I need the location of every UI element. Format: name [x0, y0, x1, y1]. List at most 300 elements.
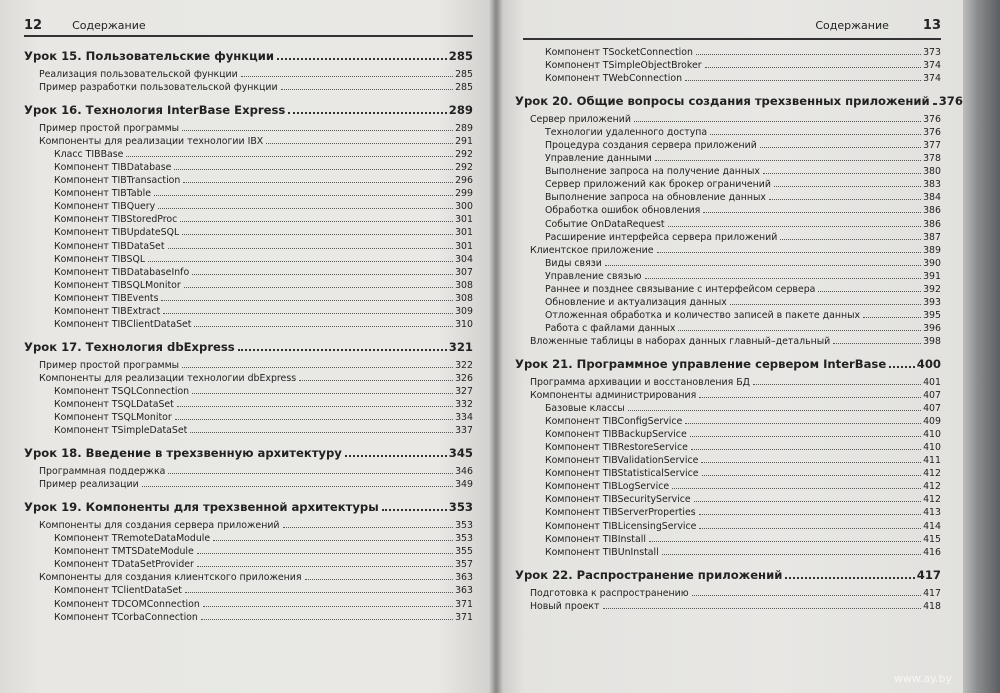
toc-entry-title: Сервер приложений	[530, 114, 631, 126]
toc-entry	[24, 174, 473, 187]
dot-leader	[701, 462, 921, 463]
toc-entry-title: Компонент TIBUpdateSQL	[54, 227, 180, 239]
toc-entry-page: 407	[923, 403, 941, 415]
toc-entry	[24, 292, 473, 305]
dot-leader	[645, 278, 922, 279]
toc-entry-page: 389	[923, 244, 941, 256]
toc-entry-page: 386	[923, 218, 941, 230]
toc-entry-page: 383	[923, 179, 941, 191]
dot-leader	[863, 317, 921, 318]
toc-entry-title: Компонент TIBServerProperties	[545, 507, 696, 519]
toc-entry-page: 301	[455, 240, 473, 252]
toc-entry	[515, 402, 941, 415]
toc-entry-page: 355	[455, 546, 473, 558]
toc-entry	[515, 520, 941, 533]
toc-entry-title: Компонент TRemoteDataModule	[54, 533, 211, 545]
toc-entry	[24, 359, 473, 372]
toc-entry-title: Компонент TDCOMConnection	[54, 598, 200, 610]
dot-leader	[833, 343, 921, 344]
toc-entry-page: 308	[455, 292, 473, 304]
toc-entry-page: 345	[448, 446, 473, 461]
toc-entry	[24, 81, 473, 94]
toc-entry-title: Выполнение запроса на получение данных	[545, 166, 760, 178]
dot-leader	[305, 579, 454, 580]
toc-entry-title: Компонент TIBClientDataSet	[54, 318, 192, 330]
dot-leader	[197, 566, 453, 567]
toc-entry	[515, 113, 941, 126]
toc-entry	[515, 493, 941, 506]
dot-leader	[177, 406, 453, 407]
toc-entry-title: Управление данными	[545, 153, 652, 165]
toc-entry-page: 377	[923, 140, 941, 152]
dot-leader	[690, 436, 921, 437]
toc-entry-title: Компонент TIBValidationService	[545, 455, 699, 467]
dot-leader	[201, 619, 453, 620]
toc-entry-title: Компонент TCorbaConnection	[54, 611, 198, 623]
toc-lesson-heading	[24, 103, 473, 118]
header-rule	[523, 38, 941, 40]
toc-entry-title: Компонент TIBSQL	[54, 253, 146, 265]
dot-leader	[774, 186, 921, 187]
toc-entry	[24, 148, 473, 161]
header-title: Содержание	[815, 19, 889, 32]
toc-entry-page: 326	[455, 372, 473, 384]
toc-entry-page: 296	[455, 175, 473, 187]
toc-entry	[24, 558, 473, 571]
toc-entry	[515, 165, 941, 178]
toc-entry-page: 321	[448, 339, 473, 354]
book-spine-shadow	[489, 0, 503, 693]
toc-entry	[515, 546, 941, 559]
toc-entry-page: 380	[923, 166, 941, 178]
toc-entry-page: 292	[455, 162, 473, 174]
toc-entry-title: Пример простой программы	[39, 359, 180, 371]
toc-entry-page: 357	[455, 559, 473, 571]
toc-entry-title: Событие OnDataRequest	[545, 218, 665, 230]
toc-entry	[24, 519, 473, 532]
dot-leader	[238, 349, 447, 351]
dot-leader	[154, 195, 453, 196]
toc-entry	[515, 126, 941, 139]
dot-leader	[703, 212, 921, 213]
toc-entry-title: Класс TIBBase	[54, 149, 124, 161]
toc-entry	[515, 322, 941, 335]
toc-entry-page: 395	[923, 309, 941, 321]
toc-entry-page: 301	[455, 214, 473, 226]
toc-entry-title: Компонент TIBDatabaseInfo	[54, 266, 190, 278]
toc-entry-page: 349	[455, 479, 473, 491]
dot-leader	[605, 265, 921, 266]
toc-entry-title: Урок 21. Программное управление сервером InterBase	[515, 356, 887, 371]
toc-entry	[515, 480, 941, 493]
dot-leader	[174, 169, 453, 170]
toc-entry-title: Пример разработки пользовательской функции	[39, 82, 278, 94]
toc-entry-page: 309	[455, 305, 473, 317]
toc-entry	[24, 411, 473, 424]
toc-entry	[24, 571, 473, 584]
toc-entry	[24, 226, 473, 239]
toc-entry-title: Сервер приложений как брокер ограничений	[545, 179, 771, 191]
dot-leader	[668, 226, 922, 227]
toc-entry-page: 415	[923, 533, 941, 545]
toc-entry	[515, 139, 941, 152]
header-title: Содержание	[72, 19, 146, 32]
dot-leader	[185, 592, 453, 593]
toc-entry	[24, 161, 473, 174]
toc-entry	[515, 309, 941, 322]
toc-entry-title: Пример реализации	[39, 479, 139, 491]
toc-entry-title: Расширение интерфейса сервера приложений	[545, 231, 778, 243]
toc-entry-page: 410	[923, 442, 941, 454]
toc-entry	[515, 428, 941, 441]
dot-leader	[184, 287, 453, 288]
toc-entry-title: Компонент TIBInstall	[545, 533, 646, 545]
toc-entry-title: Клиентское приложение	[530, 244, 654, 256]
toc-entry-page: 374	[923, 60, 941, 72]
left-page	[0, 0, 497, 693]
toc-entry	[24, 240, 473, 253]
toc-entry-page: 410	[923, 429, 941, 441]
dot-leader	[933, 103, 937, 105]
dot-leader	[182, 234, 453, 235]
toc-entry-page: 391	[923, 270, 941, 282]
toc-entry-page: 384	[923, 192, 941, 204]
toc-entry	[24, 385, 473, 398]
dot-leader	[180, 221, 453, 222]
dot-leader	[763, 173, 921, 174]
toc-entry	[24, 135, 473, 148]
toc-entry	[515, 283, 941, 296]
toc-entry-title: Компонент TDataSetProvider	[54, 559, 194, 571]
toc-entry	[515, 270, 941, 283]
dot-leader	[190, 432, 453, 433]
toc-entry-title: Отложенная обработка и количество записей в пакете данных	[545, 309, 861, 321]
dot-leader	[281, 89, 453, 90]
dot-leader	[283, 527, 454, 528]
toc-entry-title: Компонент TIBStoredProc	[54, 214, 178, 226]
dot-leader	[692, 595, 921, 596]
toc-entry-title: Компонент TSQLMonitor	[54, 412, 172, 424]
toc-entry-page: 300	[455, 201, 473, 213]
toc-entry-title: Компоненты для реализации технологии dbExpress	[39, 372, 297, 384]
dot-leader	[126, 156, 453, 157]
toc-entry-page: 373	[923, 47, 941, 58]
toc-list-right	[515, 46, 963, 613]
toc-entry-page: 291	[455, 136, 473, 148]
toc-entry	[24, 200, 473, 213]
toc-entry-page: 398	[923, 335, 941, 347]
toc-entry-page: 285	[455, 69, 473, 80]
toc-entry	[515, 152, 941, 165]
toc-entry	[24, 424, 473, 437]
toc-entry	[515, 600, 941, 613]
dot-leader	[161, 300, 453, 301]
toc-entry	[24, 598, 473, 611]
toc-entry-title: Подготовка к распространению	[530, 587, 689, 599]
dot-leader	[168, 248, 454, 249]
toc-entry-title: Компонент TSocketConnection	[545, 47, 693, 58]
toc-entry-page: 392	[923, 283, 941, 295]
toc-entry-title: Компонент TSimpleDataSet	[54, 425, 188, 437]
dot-leader	[192, 274, 453, 275]
dot-leader	[705, 67, 921, 68]
toc-entry	[515, 441, 941, 454]
toc-entry-page: 289	[455, 123, 473, 135]
dot-leader	[288, 112, 447, 114]
toc-entry-page: 412	[923, 481, 941, 493]
toc-entry	[515, 59, 941, 72]
toc-entry-page: 407	[923, 390, 941, 402]
dot-leader	[634, 121, 921, 122]
toc-entry-page: 285	[455, 82, 473, 94]
toc-entry-page: 332	[455, 398, 473, 410]
toc-lesson-heading	[24, 500, 473, 515]
toc-entry-title: Управление связью	[545, 270, 642, 282]
toc-entry-page: 308	[455, 279, 473, 291]
dot-leader	[699, 528, 921, 529]
dot-leader	[175, 419, 453, 420]
toc-entry-page: 346	[455, 466, 473, 478]
toc-entry-page: 334	[455, 412, 473, 424]
toc-entry	[515, 244, 941, 257]
dot-leader	[628, 410, 921, 411]
toc-entry-page: 363	[455, 572, 473, 584]
toc-entry-title: Новый проект	[530, 600, 600, 612]
toc-entry-page: 376	[923, 114, 941, 126]
toc-entry-page: 363	[455, 585, 473, 597]
dot-leader	[168, 473, 453, 474]
toc-entry-title: Компонент TIBConfigService	[545, 416, 683, 428]
dot-leader	[889, 366, 915, 368]
dot-leader	[699, 397, 921, 398]
toc-entry-page: 371	[455, 598, 473, 610]
toc-entry-page: 304	[455, 253, 473, 265]
dot-leader	[649, 541, 921, 542]
toc-entry-title: Обработка ошибок обновления	[545, 205, 701, 217]
toc-entry	[24, 611, 473, 624]
toc-entry-title: Компоненты для реализации технологии IBX	[39, 136, 264, 148]
toc-entry-title: Технологии удаленного доступа	[545, 127, 708, 139]
dot-leader	[183, 182, 453, 183]
toc-lesson-heading	[24, 340, 473, 355]
toc-entry-title: Виды связи	[545, 257, 602, 269]
toc-entry	[24, 68, 473, 81]
toc-lesson-heading	[515, 568, 941, 583]
toc-entry-page: 416	[923, 546, 941, 558]
toc-entry-title: Урок 20. Общие вопросы создания трехзвенных приложений	[515, 94, 930, 109]
toc-entry-page: 337	[455, 425, 473, 437]
toc-entry-title: Компонент TIBExtract	[54, 305, 161, 317]
toc-entry	[515, 587, 941, 600]
dot-leader	[203, 606, 453, 607]
toc-entry-page: 301	[455, 227, 473, 239]
toc-entry-title: Пример простой программы	[39, 123, 180, 135]
toc-entry-page: 417	[923, 587, 941, 599]
toc-entry-title: Компонент TWebConnection	[545, 73, 683, 85]
toc-entry-page: 289	[448, 103, 473, 118]
right-page-header	[515, 18, 941, 34]
toc-entry	[24, 372, 473, 385]
toc-entry-page: 413	[923, 507, 941, 519]
toc-entry	[515, 231, 941, 244]
toc-entry-title: Урок 15. Пользовательские функции	[24, 49, 274, 63]
toc-entry-title: Компонент TIBUnInstall	[545, 546, 659, 558]
dot-leader	[699, 514, 921, 515]
toc-entry-title: Базовые классы	[545, 403, 625, 415]
dot-leader	[299, 380, 453, 381]
dot-leader	[753, 384, 921, 385]
dot-leader	[702, 475, 922, 476]
toc-entry-page: 412	[923, 494, 941, 506]
dot-leader	[662, 554, 921, 555]
toc-entry-title: Компоненты администрирования	[530, 390, 697, 402]
toc-entry-title: Компонент TSimpleObjectBroker	[545, 60, 702, 72]
toc-entry-title: Вложенные таблицы в наборах данных главный–детальный	[530, 335, 831, 347]
dot-leader	[277, 58, 447, 60]
toc-entry-page: 376	[938, 94, 963, 109]
dot-leader	[163, 313, 453, 314]
toc-entry-page: 401	[923, 376, 941, 388]
toc-entry-title: Урок 19. Компоненты для трехзвенной архитектуры	[24, 500, 379, 515]
dot-leader	[266, 143, 453, 144]
toc-entry	[515, 204, 941, 217]
toc-entry	[515, 415, 941, 428]
toc-entry	[24, 398, 473, 411]
toc-entry	[24, 266, 473, 279]
toc-entry-page: 387	[923, 231, 941, 243]
dot-leader	[182, 367, 453, 368]
toc-entry	[515, 389, 941, 402]
toc-entry-title: Компонент TIBEvents	[54, 292, 159, 304]
toc-entry-page: 417	[916, 567, 941, 582]
toc-entry	[515, 178, 941, 191]
dot-leader	[148, 261, 453, 262]
toc-entry-title: Компоненты для создания клиентского приложения	[39, 572, 302, 584]
toc-lesson-heading	[24, 446, 473, 461]
toc-entry-title: Компонент TSQLDataSet	[54, 398, 174, 410]
page-number: 13	[922, 18, 941, 33]
toc-entry-title: Урок 22. Распространение приложений	[515, 567, 783, 582]
toc-entry-page: 327	[455, 385, 473, 397]
dot-leader	[192, 393, 453, 394]
dot-leader	[213, 540, 453, 541]
toc-entry-page: 310	[455, 318, 473, 330]
toc-entry-title: Урок 16. Технология InterBase Express	[24, 103, 286, 118]
toc-entry-page: 393	[923, 296, 941, 308]
left-page-header	[24, 18, 473, 37]
toc-entry	[515, 72, 941, 85]
dot-leader	[785, 577, 914, 579]
toc-entry-page: 414	[923, 520, 941, 532]
toc-entry-page: 386	[923, 205, 941, 217]
toc-entry	[24, 279, 473, 292]
toc-entry-page: 307	[455, 266, 473, 278]
toc-entry-title: Компонент TIBQuery	[54, 201, 156, 213]
toc-entry-title: Компонент TSQLConnection	[54, 385, 190, 397]
toc-entry	[515, 218, 941, 231]
toc-entry	[24, 187, 473, 200]
dot-leader	[685, 423, 921, 424]
toc-entry	[24, 318, 473, 331]
dot-leader	[780, 239, 921, 240]
toc-entry-page: 292	[455, 149, 473, 161]
toc-entry-title: Программная поддержка	[39, 466, 166, 478]
dot-leader	[694, 501, 921, 502]
toc-entry-page: 411	[923, 455, 941, 467]
toc-lesson-heading	[515, 94, 963, 109]
dot-leader	[241, 76, 453, 77]
dot-leader	[678, 330, 921, 331]
toc-entry	[515, 257, 941, 270]
dot-leader	[769, 199, 921, 200]
toc-entry	[515, 454, 941, 467]
toc-entry	[515, 506, 941, 519]
toc-entry	[24, 305, 473, 318]
dot-leader	[382, 509, 447, 511]
toc-entry-title: Программа архивации и восстановления БД	[530, 376, 750, 388]
dot-leader	[730, 304, 921, 305]
toc-entry	[515, 191, 941, 204]
toc-entry	[24, 532, 473, 545]
toc-entry-title: Компоненты для создания сервера приложений	[39, 520, 280, 532]
dot-leader	[194, 326, 453, 327]
toc-entry-title: Компонент TIBDatabase	[54, 162, 172, 174]
dot-leader	[696, 54, 921, 55]
toc-entry-title: Раннее и позднее связывание с интерфейсом сервера	[545, 283, 816, 295]
toc-entry-title: Компонент TIBRestoreService	[545, 442, 688, 454]
toc-entry	[515, 467, 941, 480]
toc-entry-page: 396	[923, 322, 941, 334]
dot-leader	[603, 608, 922, 609]
dot-leader	[760, 147, 921, 148]
toc-entry-page: 353	[455, 533, 473, 545]
dot-leader	[710, 134, 921, 135]
toc-entry	[24, 213, 473, 226]
toc-entry	[24, 122, 473, 135]
dot-leader	[657, 252, 922, 253]
toc-entry-title: Компонент TClientDataSet	[54, 585, 182, 597]
toc-entry	[515, 296, 941, 309]
toc-entry	[515, 335, 941, 348]
toc-entry-title: Процедура создания сервера приложений	[545, 140, 757, 152]
toc-entry	[24, 253, 473, 266]
toc-entry	[24, 465, 473, 478]
toc-entry-title: Компонент TIBLogService	[545, 481, 670, 493]
dot-leader	[818, 291, 921, 292]
toc-entry-title: Компонент TIBBackupService	[545, 429, 687, 441]
toc-list-left	[24, 49, 473, 624]
toc-entry-page: 376	[923, 127, 941, 139]
right-page	[497, 0, 963, 693]
toc-entry-page: 285	[448, 49, 473, 63]
toc-entry-page: 353	[455, 520, 473, 532]
toc-entry-title: Урок 17. Технология dbExpress	[24, 339, 235, 354]
toc-lesson-heading	[515, 357, 941, 372]
toc-entry-title: Компонент TIBDataSet	[54, 240, 165, 252]
toc-entry	[24, 478, 473, 491]
toc-entry-title: Компонент TIBTransaction	[54, 175, 181, 187]
toc-entry-page: 378	[923, 153, 941, 165]
toc-entry-title: Урок 18. Введение в трехзвенную архитектуру	[24, 446, 342, 461]
toc-entry-page: 409	[923, 416, 941, 428]
toc-entry-title: Работа с файлами данных	[545, 322, 676, 334]
toc-entry-title: Компонент TIBLicensingService	[545, 520, 697, 532]
dot-leader	[142, 486, 453, 487]
toc-entry	[515, 533, 941, 546]
toc-entry-page: 390	[923, 257, 941, 269]
toc-entry-title: Компонент TIBStatisticalService	[545, 468, 699, 480]
dot-leader	[691, 449, 921, 450]
